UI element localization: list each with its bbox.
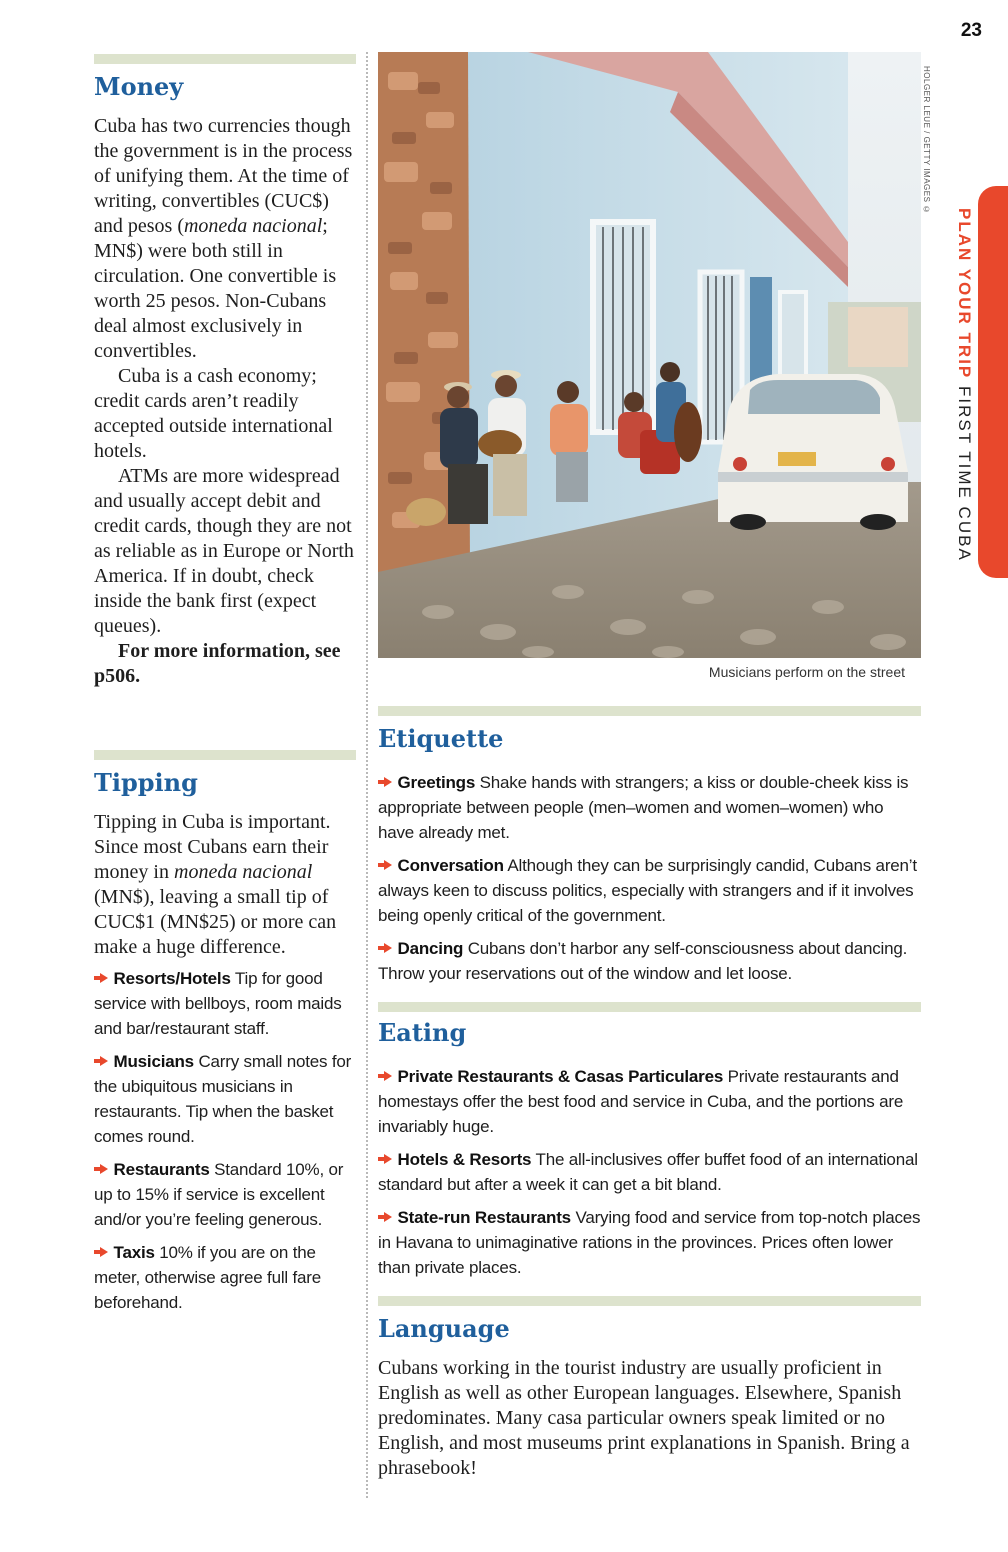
eating-heading-bar	[378, 1002, 921, 1012]
eating-item: Private Restaurants & Casas Particulares Private restaurants and homestays offer the best food and service in Cuba, and the portions are invariably huge.	[378, 1067, 904, 1136]
eating-item: State-run Restaurants Varying food and service from top-notch places in Havana to unimaginative rations in the provinces. Prices often lower than private places.	[378, 1208, 921, 1277]
etiquette-heading: Etiquette	[378, 724, 504, 753]
money-paragraph-2: Cuba is a cash economy; credit cards aren’t readily accepted outside international hotels.	[94, 365, 333, 462]
tipping-item: Taxis 10% if you are on the meter, otherwise agree full fare beforehand.	[94, 1243, 321, 1312]
arrow-icon	[378, 939, 393, 958]
money-section	[94, 114, 356, 689]
arrow-icon	[378, 1208, 393, 1227]
tipping-intro: Tipping in Cuba is important. Since most Cubans earn their money in moneda nacional (MN$), leaving a small tip of CUC$1 (MN$25) or more can make a huge difference.	[94, 811, 337, 958]
tipping-item: Restaurants Standard 10%, or up to 15% if service is excellent and/or you’re feeling generous.	[94, 1160, 344, 1229]
tipping-heading-bar	[94, 750, 356, 760]
side-tab-highlight: PLAN YOUR TRIP	[955, 208, 974, 380]
arrow-icon	[378, 856, 393, 875]
photo-credit: HOLGER LEUE / GETTY IMAGES ©	[922, 66, 931, 215]
language-heading: Language	[378, 1314, 510, 1343]
tipping-item: Resorts/Hotels Tip for good service with bellboys, room maids and bar/restaurant staff.	[94, 969, 342, 1038]
money-paragraph-3: ATMs are more widespread and usually accept debit and credit cards, though they are not as reliable as in Europe or North America. If in doubt, check inside the bank first (expect queues).	[94, 465, 354, 637]
money-heading: Money	[94, 72, 184, 101]
arrow-icon	[94, 1160, 109, 1179]
etiquette-heading-bar	[378, 706, 921, 716]
etiquette-item: Greetings Shake hands with strangers; a kiss or double-cheek kiss is appropriate between people (men–women and women–women) who have already met.	[378, 773, 909, 842]
money-paragraph-1: Cuba has two currencies though the government is in the process of unifying them. At the time of writing, convertibles (CUC$) and pesos (moneda nacional; MN$) were both still in circulation. One convertible is worth 25 pesos. Non-Cubans deal almost exclusively in convertibles.	[94, 115, 353, 362]
money-heading-bar	[94, 54, 356, 64]
etiquette-item: Conversation Although they can be surprisingly candid, Cubans aren’t always keen to discuss politics, especially with strangers and if it involves being openly critical of the government.	[378, 856, 917, 925]
eating-heading: Eating	[378, 1018, 467, 1047]
etiquette-section	[378, 770, 923, 994]
tipping-heading: Tipping	[94, 768, 198, 797]
language-heading-bar	[378, 1296, 921, 1306]
language-paragraph: Cubans working in the tourist industry are usually proficient in English as well as other European languages. Elsewhere, Spanish predominates. Many casa particular owners speak limited or no English, and most museums print explanations in Spanish. Bring a phrasebook!	[378, 1357, 910, 1479]
arrow-icon	[378, 1067, 393, 1086]
side-tab-rest: FIRST TIME CUBA	[955, 386, 974, 562]
street-musicians-photo	[378, 52, 921, 658]
arrow-icon	[94, 1243, 109, 1262]
arrow-icon	[378, 1150, 393, 1169]
eating-section	[378, 1064, 923, 1288]
arrow-icon	[94, 1052, 109, 1071]
eating-item: Hotels & Resorts The all-inclusives offer buffet food of an international standard but after a week it can get a bit bland.	[378, 1150, 918, 1194]
etiquette-item: Dancing Cubans don’t harbor any self-consciousness about dancing. Throw your reservations out of the window and let loose.	[378, 939, 908, 983]
tipping-item: Musicians Carry small notes for the ubiquitous musicians in restaurants. Tip when the basket comes round.	[94, 1052, 352, 1146]
arrow-icon	[378, 773, 393, 792]
tipping-section	[94, 810, 356, 1323]
side-tab	[978, 186, 1008, 578]
arrow-icon	[94, 969, 109, 988]
side-tab-label	[938, 208, 974, 588]
money-more-info: For more information, see p506.	[94, 640, 341, 687]
page-number: 23	[960, 20, 982, 41]
language-section	[378, 1356, 923, 1481]
column-divider	[366, 52, 368, 1498]
photo-caption: Musicians perform on the street	[708, 664, 905, 680]
